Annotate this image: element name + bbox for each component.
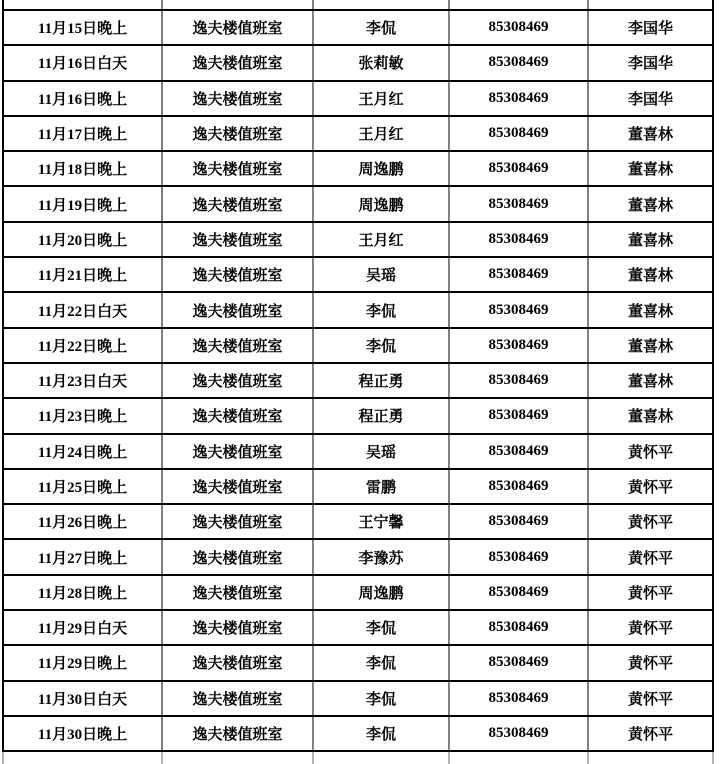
cell-person: 王宁馨 [314, 505, 450, 538]
cell-supervisor [589, 752, 712, 764]
cell-phone [450, 0, 589, 9]
cell-location: 逸夫楼值班室 [163, 435, 314, 468]
cell-supervisor: 黄怀平 [627, 550, 673, 567]
cell-person: 李侃 [314, 682, 450, 715]
table-row [4, 291, 712, 326]
cell-person [314, 0, 450, 9]
cell-phone: 85308469 [450, 187, 589, 220]
cell-person: 周逸鹏 [314, 152, 450, 185]
cell-phone: 85308469 [450, 646, 589, 679]
cell-person: 王月红 [314, 223, 450, 256]
cell-date: 11月19日晚上 [4, 187, 163, 220]
cell-date: 11月24日晚上 [4, 435, 163, 468]
cell-supervisor: 董喜林 [627, 232, 673, 249]
cell-location: 逸夫楼值班室 [163, 540, 314, 573]
cell-location: 逸夫楼值班室 [163, 470, 314, 503]
cell-person: 程正勇 [314, 364, 450, 397]
cell-date: 11月15日晚上 [4, 11, 163, 44]
cell-location: 逸夫楼值班室 [163, 293, 314, 326]
table-row [4, 644, 712, 679]
cell-person: 李侃 [314, 11, 450, 44]
cell-location: 逸夫楼值班室 [163, 682, 314, 715]
cell-person: 吴瑶 [314, 258, 450, 291]
table-row [4, 44, 712, 79]
cell-date: 11月20日晚上 [4, 223, 163, 256]
cell-phone: 85308469 [450, 258, 589, 291]
cell-person: 李侃 [314, 293, 450, 326]
cell-date: 11月16日晚上 [4, 82, 163, 115]
cell-date: 11月29日晚上 [4, 646, 163, 679]
cell-date: 11月22日白天 [4, 293, 163, 326]
cell-phone: 85308469 [450, 540, 589, 573]
table-row [4, 9, 712, 44]
cell-supervisor: 黄怀平 [627, 621, 673, 638]
cell-date: 11月26日晚上 [4, 505, 163, 538]
table-row [4, 80, 712, 115]
cell-person: 王月红 [314, 82, 450, 115]
cell-person: 李侃 [314, 646, 450, 679]
cell-location: 逸夫楼值班室 [163, 646, 314, 679]
cell-phone: 85308469 [450, 364, 589, 397]
duty-roster-table [2, 0, 714, 764]
cell-date: 11月28日晚上 [4, 576, 163, 609]
cell-phone: 85308469 [450, 576, 589, 609]
cell-person: 李侃 [314, 329, 450, 362]
cell-location: 逸夫楼值班室 [163, 717, 314, 750]
cell-location: 逸夫楼值班室 [163, 611, 314, 644]
cell-location: 逸夫楼值班室 [163, 223, 314, 256]
cell-supervisor: 董喜林 [627, 268, 673, 285]
cell-supervisor: 董喜林 [627, 409, 673, 426]
cell-location: 逸夫楼值班室 [163, 329, 314, 362]
cell-supervisor: 董喜林 [627, 162, 673, 179]
table-row [4, 150, 712, 185]
cell-date: 11月17日晚上 [4, 117, 163, 150]
cell-phone: 85308469 [450, 46, 589, 79]
duty-roster-table-body [2, 0, 714, 752]
table-row [4, 327, 712, 362]
cell-location: 逸夫楼值班室 [163, 117, 314, 150]
table-row [4, 609, 712, 644]
cell-supervisor [589, 0, 712, 9]
cell-supervisor: 李国华 [627, 56, 673, 73]
cell-supervisor: 董喜林 [627, 374, 673, 391]
cell-person: 李侃 [314, 717, 450, 750]
cell-phone: 85308469 [450, 505, 589, 538]
cell-supervisor: 黄怀平 [627, 585, 673, 602]
table-row [4, 362, 712, 397]
cell-location: 逸夫楼值班室 [163, 11, 314, 44]
cell-person: 周逸鹏 [314, 187, 450, 220]
cell-location: 逸夫楼值班室 [163, 399, 314, 432]
cell-supervisor: 黄怀平 [627, 480, 673, 496]
table-row [4, 256, 712, 291]
cell-date [4, 752, 163, 764]
cell-person: 李侃 [314, 611, 450, 644]
cell-supervisor: 董喜林 [627, 197, 673, 214]
cell-phone: 85308469 [450, 470, 589, 503]
cell-location [163, 752, 314, 764]
cell-date: 11月29日白天 [4, 611, 163, 644]
cell-date: 11月30日晚上 [4, 717, 163, 750]
cell-phone: 85308469 [450, 329, 589, 362]
cell-date [4, 0, 163, 9]
cell-phone: 85308469 [450, 293, 589, 326]
cell-person: 程正勇 [314, 399, 450, 432]
table-row [4, 538, 712, 573]
cell-date: 11月16日白天 [4, 46, 163, 79]
cell-phone: 85308469 [450, 435, 589, 468]
cell-supervisor: 董喜林 [627, 338, 673, 355]
cell-supervisor: 董喜林 [627, 303, 673, 320]
cell-phone: 85308469 [450, 399, 589, 432]
cell-phone: 85308469 [450, 717, 589, 750]
table-row [4, 468, 712, 503]
cell-phone: 85308469 [450, 11, 589, 44]
cell-date: 11月18日晚上 [4, 152, 163, 185]
cell-supervisor: 黄怀平 [627, 656, 673, 673]
cell-date: 11月23日白天 [4, 364, 163, 397]
table-row [4, 221, 712, 256]
cell-supervisor: 黄怀平 [627, 444, 673, 461]
table-row [4, 433, 712, 468]
cell-phone: 85308469 [450, 223, 589, 256]
cell-person [314, 752, 450, 764]
cell-person: 雷鹏 [314, 470, 450, 503]
cell-location: 逸夫楼值班室 [163, 258, 314, 291]
cell-location: 逸夫楼值班室 [163, 152, 314, 185]
cell-supervisor: 李国华 [627, 21, 673, 38]
cell-phone: 85308469 [450, 682, 589, 715]
cell-person: 周逸鹏 [314, 576, 450, 609]
table-row [4, 503, 712, 538]
cell-phone: 85308469 [450, 117, 589, 150]
table-rows [4, 9, 712, 752]
cell-person: 张莉敏 [314, 46, 450, 79]
table-row [4, 715, 712, 752]
cell-supervisor: 黄怀平 [627, 727, 673, 744]
cell-location: 逸夫楼值班室 [163, 505, 314, 538]
table-row [4, 397, 712, 432]
table-row [4, 185, 712, 220]
cell-date: 11月25日晚上 [4, 470, 163, 503]
cell-supervisor: 李国华 [627, 91, 673, 108]
cell-person: 王月红 [314, 117, 450, 150]
cell-person: 吴瑶 [314, 435, 450, 468]
cell-location: 逸夫楼值班室 [163, 187, 314, 220]
table-row [4, 115, 712, 150]
cell-location: 逸夫楼值班室 [163, 576, 314, 609]
cell-phone: 85308469 [450, 82, 589, 115]
table-row-partial-bottom [2, 752, 714, 764]
cell-location [163, 0, 314, 9]
table-row [4, 574, 712, 609]
cell-location: 逸夫楼值班室 [163, 82, 314, 115]
cell-date: 11月30日白天 [4, 682, 163, 715]
cell-date: 11月27日晚上 [4, 540, 163, 573]
cell-date: 11月22日晚上 [4, 329, 163, 362]
cell-phone: 85308469 [450, 611, 589, 644]
cell-supervisor: 黄怀平 [627, 515, 673, 532]
cell-supervisor: 董喜林 [627, 127, 673, 144]
cell-date: 11月23日晚上 [4, 399, 163, 432]
cell-person: 李豫苏 [314, 540, 450, 573]
table-row-partial-top [4, 0, 712, 9]
cell-location: 逸夫楼值班室 [163, 364, 314, 397]
cell-date: 11月21日晚上 [4, 258, 163, 291]
cell-supervisor: 黄怀平 [627, 691, 673, 708]
table-row [4, 680, 712, 715]
cell-phone: 85308469 [450, 152, 589, 185]
cell-location: 逸夫楼值班室 [163, 46, 314, 79]
cell-phone [450, 752, 589, 764]
